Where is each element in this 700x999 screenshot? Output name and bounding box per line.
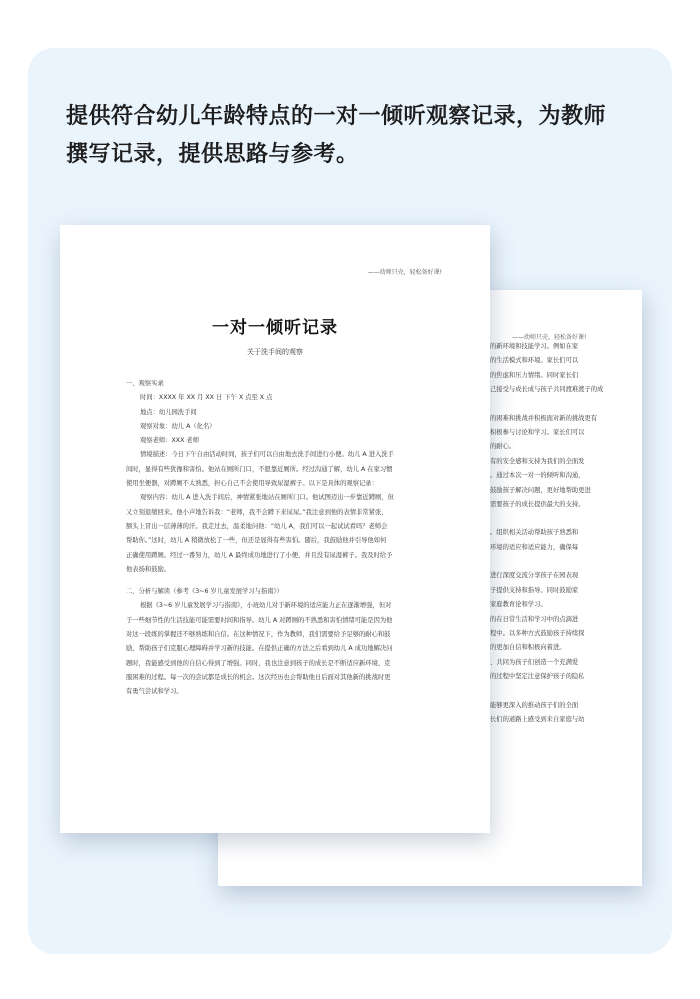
- text-line: 他表扬和鼓励。: [126, 565, 171, 573]
- document-subtitle: 关于洗手间的观察: [247, 348, 303, 356]
- text-line: 根据《3~6 岁儿童发展学习与指南》，小班幼儿对于新环境的适应能力正在逐渐增强，但对: [140, 602, 392, 610]
- text-line: 的耐心。: [490, 443, 516, 451]
- text-line: 鼓励孩子解决问题，更好地帮助更进: [490, 486, 591, 494]
- text-line: 的新环境和技能学习。例如在家: [490, 343, 579, 350]
- text-line: 能够更深入的推动孩子们的全面: [490, 701, 579, 709]
- headline-line-2: 撰写记录，提供思路与参考。: [66, 142, 359, 167]
- text-line: 、共同为孩子们创造一个充满爱: [490, 658, 579, 666]
- page-slogan: ——幼师只壳，轻松备好课!: [367, 269, 442, 276]
- document-title: 一对一倾听记录: [212, 318, 338, 338]
- text-line: 家庭教育论和学习。: [490, 601, 547, 609]
- text-line: 的生活模式和环境。家长们可以: [490, 357, 579, 365]
- text-line: 服困难的过程。每一次的尝试都是成长的机会。这次经历也会帮助他日后面对其他新的挑战时更: [126, 673, 391, 681]
- text-line: 的焦虑和压力情绪。同时家长们: [490, 371, 579, 379]
- text-line: 积极参与讨论和学习。家长们可以: [490, 429, 585, 437]
- text-line: 己接受与成长成与孩子共同渡难渡子的成: [490, 386, 604, 394]
- text-line: 有勇气尝试和学习。: [126, 688, 183, 696]
- observation-time: 时间：XXXX 年 XX 月 XX 日 下午 X 点至 X 点: [140, 394, 273, 402]
- observation-subject: 观察对象：幼儿 A（化名）: [140, 422, 216, 430]
- headline-line-1: 提供符合幼儿年龄特点的一对一倾听观察记录，为教师: [66, 104, 607, 129]
- text-line: 使用坐便器，对蹲厕不太熟悉，担心自己不会使用导致尿湿裤子。以下是具体的观察记录：: [126, 480, 378, 488]
- back-page-text: [490, 340, 618, 727]
- text-line: 程中。以多种方式鼓励孩子持续探: [490, 629, 585, 637]
- observation-location: 地点：幼儿园洗手间: [140, 408, 197, 416]
- text-line: 对这一段练的掌握还不够熟练和自信。在这种情况下，作为教师，我们需要给予足够的耐心和鼓: [126, 631, 391, 639]
- section-heading: 一、观察实录: [126, 380, 164, 387]
- page-slogan: ——幼师只壳，轻松备好课!: [512, 334, 587, 341]
- text-line: 进行深度交流分享孩子在园表现: [490, 572, 579, 580]
- text-line: 。组织相关活动帮助孩子熟悉和: [490, 529, 579, 537]
- text-line: 。通过本次一对一的倾听和沟通，: [490, 472, 585, 480]
- document-body: [126, 377, 462, 700]
- text-line: 的更加自信和积极向着进。: [490, 644, 566, 652]
- text-line: 需要孩子的成长提供最大的支持。: [490, 501, 585, 509]
- text-line: 又立刻退缩回来。他小声地告诉我：“老师，我不会蹲下来尿尿。”我注意到他的表情非常紧张，: [126, 508, 388, 516]
- text-line: 于一些细节性的生活技能可能需要时间和指导。幼儿 A 对蹲厕的不熟悉和害怕情绪可能是因为他: [126, 616, 393, 624]
- text-line: 正确使用蹲厕。经过一番努力，幼儿 A 最终成功地进行了小便，并且没有尿湿裤子。我及时给予: [126, 551, 393, 559]
- observation-teacher: 观察老师：XXX 老师: [140, 437, 200, 445]
- text-line: 观察内容：幼儿 A 进入洗手间后，神情紧张地站在厕所门口。他试图迈出一步靠近蹲厕，但: [140, 494, 394, 502]
- text-line: 间时，显得有些犹豫和害怕。他站在厕所门口，不愿靠近厕所。经过沟通了解，幼儿 A 在家习惯: [126, 465, 393, 473]
- text-line: 额头上冒出一层薄薄的汗。我走过去，温柔地问他：“幼儿 A，我们可以一起试试看吗？老师会: [126, 522, 388, 530]
- text-line: 励，帮助孩子们克服心理障碍并学习新的技能。在提供正确的方法之后看到幼儿 A 成功地解决问: [126, 645, 393, 653]
- text-line: 子提供支持和指导。同时鼓励家: [490, 586, 579, 594]
- text-line: 的过程中坚定注意保护孩子的隐私: [490, 673, 585, 681]
- section-heading: 二、分析与解读（参考《3~6 岁儿童发展学习与指南》）: [126, 588, 283, 596]
- text-line: 的困难和挑战并积极面对新的挑战更有: [490, 414, 598, 422]
- document-page-front: [60, 225, 490, 833]
- text-line: 环境的适应和适应能力，确保每: [490, 543, 579, 551]
- text-line: 的在日常生活和学习中的点滴进: [490, 615, 579, 623]
- text-line: 有的安全感和支持为我们的全面发: [490, 457, 585, 465]
- text-line: 情境描述：今日下午自由活动时间，孩子们可以自由地去洗手间进行小便。幼儿 A 进入洗手: [140, 451, 394, 459]
- feature-headline: [66, 98, 646, 174]
- text-line: 长们的道路上感受到来自家庭与幼: [490, 715, 585, 723]
- text-line: 帮助你。”这时，幼儿 A 稍微放松了一些，但还是显得有些害怕。随后，我鼓励他并引导他如何: [126, 537, 387, 545]
- text-line: 题时，我能感受到他的自信心得到了增强。同时，我也注意到孩子的成长是不断适应新环境、克: [126, 659, 391, 667]
